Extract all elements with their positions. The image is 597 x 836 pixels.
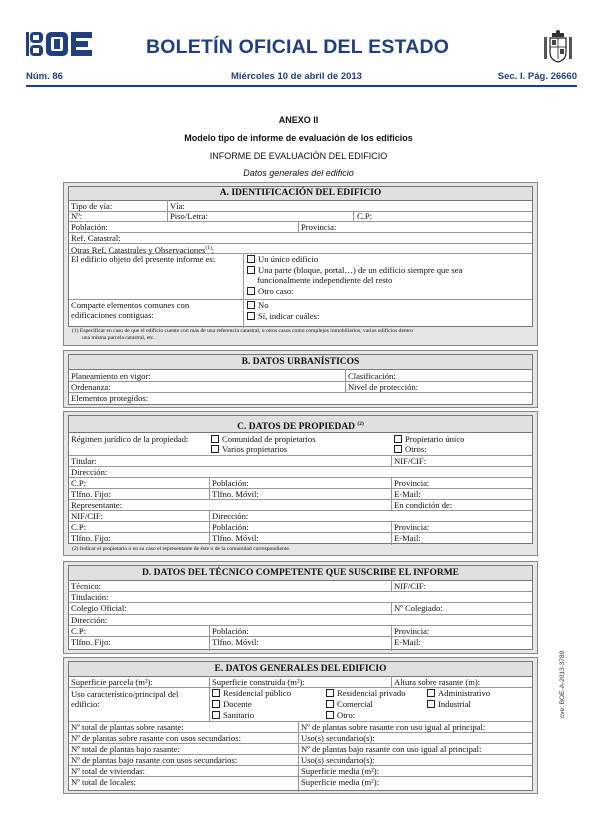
section-c-table — [68, 415, 533, 544]
option-single-owner[interactable]: Propietario único — [394, 434, 464, 444]
technician-mobile-label: Tlfno. Móvil: — [212, 637, 259, 647]
option-other-case[interactable]: Otro caso: — [247, 286, 294, 296]
holder-mobile-label: Tlfno. Móvil: — [212, 489, 259, 499]
degree-label: Titulación: — [71, 592, 109, 602]
option-single-building[interactable]: Un único edificio — [247, 254, 318, 264]
shared-elements-label: Comparte elementos comunes con — [71, 300, 190, 310]
technician-province-label: Provincia: — [394, 626, 430, 636]
checkbox-icon — [212, 700, 220, 708]
floors-above-secondary-label: Nº de plantas sobre rasante con usos secundarios: — [71, 733, 241, 743]
option-commercial[interactable]: Comercial — [326, 699, 373, 709]
protected-elements-label: Elementos protegidos: — [71, 393, 149, 403]
technician-address-label: Dirección: — [71, 615, 108, 625]
option-several-owners[interactable]: Varios propietarios — [211, 444, 287, 454]
option-building-part[interactable]: Una parte (bloque, portal…) de un edificio siempre que sea — [247, 265, 462, 275]
annex-title: ANEXO II — [278, 115, 319, 125]
section-e-title: E. DATOS GENERALES DEL EDIFICIO — [69, 662, 532, 677]
representative-label: Representante: — [71, 500, 123, 510]
cadastral-ref-label: Ref. Catastral: — [71, 233, 121, 243]
planning-label: Planeamiento en vigor: — [71, 371, 151, 381]
issue-number: Núm. 86 — [26, 71, 63, 82]
membership-number-label: Nº Colegiado: — [394, 603, 443, 613]
section-d-panel — [63, 561, 538, 654]
holder-nif-label: NIF/CIF: — [394, 456, 426, 466]
checkbox-icon — [394, 445, 402, 453]
checkbox-icon — [247, 301, 255, 309]
building-scope-label: El edificio objeto del presente informe es: — [71, 254, 216, 264]
checkbox-icon — [326, 711, 334, 719]
header-rule — [26, 85, 577, 87]
rep-phone-label: Tlfno. Fijo: — [71, 533, 111, 543]
holder-label: Titular: — [71, 456, 97, 466]
section-e-table — [68, 661, 533, 791]
rep-address-label: Dirección: — [212, 511, 249, 521]
checkbox-icon — [394, 435, 402, 443]
option-building-part-line2: funcionalmente independiente del resto — [257, 275, 393, 285]
cve-code: cve: BOE-A-2013-3780 — [559, 650, 566, 718]
floors-above-label: Nº total de plantas sobre rasante: — [71, 722, 184, 732]
rep-province-label: Provincia: — [394, 522, 430, 532]
option-yes-specify[interactable]: Sí, indicar cuáles: — [247, 311, 319, 321]
capacity-label: En condición de: — [394, 500, 453, 510]
section-d-title: D. DATOS DEL TÉCNICO COMPETENTE QUE SUSCRIBE EL INFORME — [69, 566, 532, 581]
report-title: INFORME DE EVALUACIÓN DEL EDIFICIO — [209, 151, 388, 161]
technician-email-label: E-Mail: — [394, 637, 421, 647]
dwellings-label: Nº total de viviendas: — [71, 766, 146, 776]
technician-town-label: Población: — [212, 626, 249, 636]
footnote-1: (1) Especificar en caso de que el edificio cuente con más de una referencia catastral, u otros casos como complejos inmobiliarios, varios edificios dentro — [72, 328, 413, 334]
holder-email-label: E-Mail: — [394, 489, 421, 499]
technician-postal-code-label: C.P: — [71, 626, 87, 636]
option-owners-community[interactable]: Comunidad de propietarios — [211, 434, 316, 444]
section-a-table — [68, 186, 533, 327]
shared-elements-label-2: edificaciones contiguas: — [71, 310, 154, 320]
town-label: Población: — [71, 222, 108, 232]
option-other-use[interactable]: Otro: — [326, 710, 355, 720]
issue-date: Miércoles 10 de abril de 2013 — [231, 71, 362, 82]
built-area-label: Superficie construida (m²): — [212, 677, 305, 687]
model-title: Modelo tipo de informe de evaluación de los edificios — [184, 133, 413, 143]
rep-email-label: E-Mail: — [394, 533, 421, 543]
floors-above-main-use-label: Nº de plantas sobre rasante con uso igual al principal: — [301, 722, 486, 732]
section-a-title: A. IDENTIFICACIÓN DEL EDIFICIO — [69, 187, 532, 201]
section-c-title: C. DATOS DE PROPIEDAD $^{(2)}$ — [69, 416, 532, 433]
ordinance-label: Ordenanza: — [71, 382, 111, 392]
option-no[interactable]: No — [247, 300, 269, 310]
checkbox-icon — [326, 689, 334, 697]
option-administrative[interactable]: Administrativo — [427, 688, 490, 698]
checkbox-icon — [247, 255, 255, 263]
floors-below-secondary-label: Nº de plantas bajo rasante con usos secundarios: — [71, 755, 238, 765]
section-b-panel — [63, 350, 538, 408]
section-c-panel — [63, 411, 538, 556]
professional-college-label: Colegio Oficial: — [71, 603, 127, 613]
coat-of-arms-icon — [543, 29, 573, 70]
option-others[interactable]: Otros: — [394, 444, 426, 454]
floor-label: Piso/Letra: — [170, 211, 208, 221]
height-label: Altura sobre rasante (m): — [394, 677, 481, 687]
holder-postal-code-label: C.P: — [71, 478, 87, 488]
street-label: Vía: — [170, 201, 185, 211]
option-private-residential[interactable]: Residencial privado — [326, 688, 406, 698]
section-b-table — [68, 354, 533, 405]
plot-area-label: Superficie parcela (m²): — [71, 677, 153, 687]
rep-nif-label: NIF/CIF: — [71, 511, 103, 521]
section-page: Sec. I. Pág. 26660 — [497, 71, 577, 82]
option-industrial[interactable]: Industrial — [427, 699, 471, 709]
protection-level-label: Nivel de protección: — [348, 382, 419, 392]
holder-address-label: Dirección: — [71, 467, 108, 477]
checkbox-icon — [247, 287, 255, 295]
checkbox-icon — [427, 689, 435, 697]
general-data-title: Datos generales del edificio — [243, 168, 354, 178]
checkbox-icon — [212, 711, 220, 719]
holder-town-label: Población: — [212, 478, 249, 488]
technician-phone-label: Tlfno. Fijo: — [71, 637, 111, 647]
secondary-uses-above-label: Uso(s) secundario(s): — [301, 733, 375, 743]
checkbox-icon — [247, 312, 255, 320]
rep-postal-code-label: C.P: — [71, 522, 87, 532]
technician-label: Técnico: — [71, 581, 102, 591]
checkbox-icon — [211, 435, 219, 443]
checkbox-icon — [212, 689, 220, 697]
holder-province-label: Provincia: — [394, 478, 430, 488]
street-type-label: Tipo de vía: — [71, 201, 113, 211]
checkbox-icon — [211, 445, 219, 453]
main-use-label-2: edificio: — [71, 699, 100, 709]
dwellings-avg-area-label: Superficie media (m²): — [301, 766, 379, 776]
postal-code-label: C.P: — [357, 211, 373, 221]
ownership-regime-label: Régimen jurídico de la propiedad: — [71, 434, 189, 444]
main-use-label: Uso característico/principal del — [71, 689, 179, 699]
premises-avg-area-label: Superficie media (m²): — [301, 777, 379, 787]
section-d-table — [68, 565, 533, 650]
other-refs-label: Otras Ref. Catastrales y Observaciones$^{(1)}$: — [71, 244, 215, 255]
boe-logo — [25, 31, 93, 62]
option-public-residential[interactable]: Residencial público — [212, 688, 291, 698]
rep-mobile-label: Tlfno. Móvil: — [212, 533, 259, 543]
option-health[interactable]: Sanitario — [212, 710, 254, 720]
section-e-panel — [63, 657, 538, 794]
classification-label: Clasificación: — [348, 371, 396, 381]
footnote-1-line2: una misma parcela catastral, etc. — [82, 335, 155, 341]
technician-nif-label: NIF/CIF: — [394, 581, 426, 591]
checkbox-icon — [326, 700, 334, 708]
checkbox-icon — [427, 700, 435, 708]
floors-below-main-use-label: Nº de plantas bajo rasante con uso igual al principal: — [301, 744, 482, 754]
number-label: Nº: — [71, 211, 83, 221]
floors-below-label: Nº total de plantas bajo rasante: — [71, 744, 180, 754]
rep-town-label: Población: — [212, 522, 249, 532]
province-label: Provincia: — [301, 222, 337, 232]
journal-title: BOLETÍN OFICIAL DEL ESTADO — [146, 36, 450, 58]
option-education[interactable]: Docente — [212, 699, 252, 709]
section-a-panel — [63, 182, 538, 346]
secondary-uses-below-label: Uso(s) secundario(s): — [301, 755, 375, 765]
section-b-title: B. DATOS URBANÍSTICOS — [69, 355, 532, 370]
footnote-2: (2) Indicar el propietario o en su caso el representante de éste o de la comunidad correspondiente. — [72, 546, 291, 552]
premises-label: Nº total de locales: — [71, 777, 136, 787]
holder-phone-label: Tlfno. Fijo: — [71, 489, 111, 499]
checkbox-icon — [247, 266, 255, 274]
